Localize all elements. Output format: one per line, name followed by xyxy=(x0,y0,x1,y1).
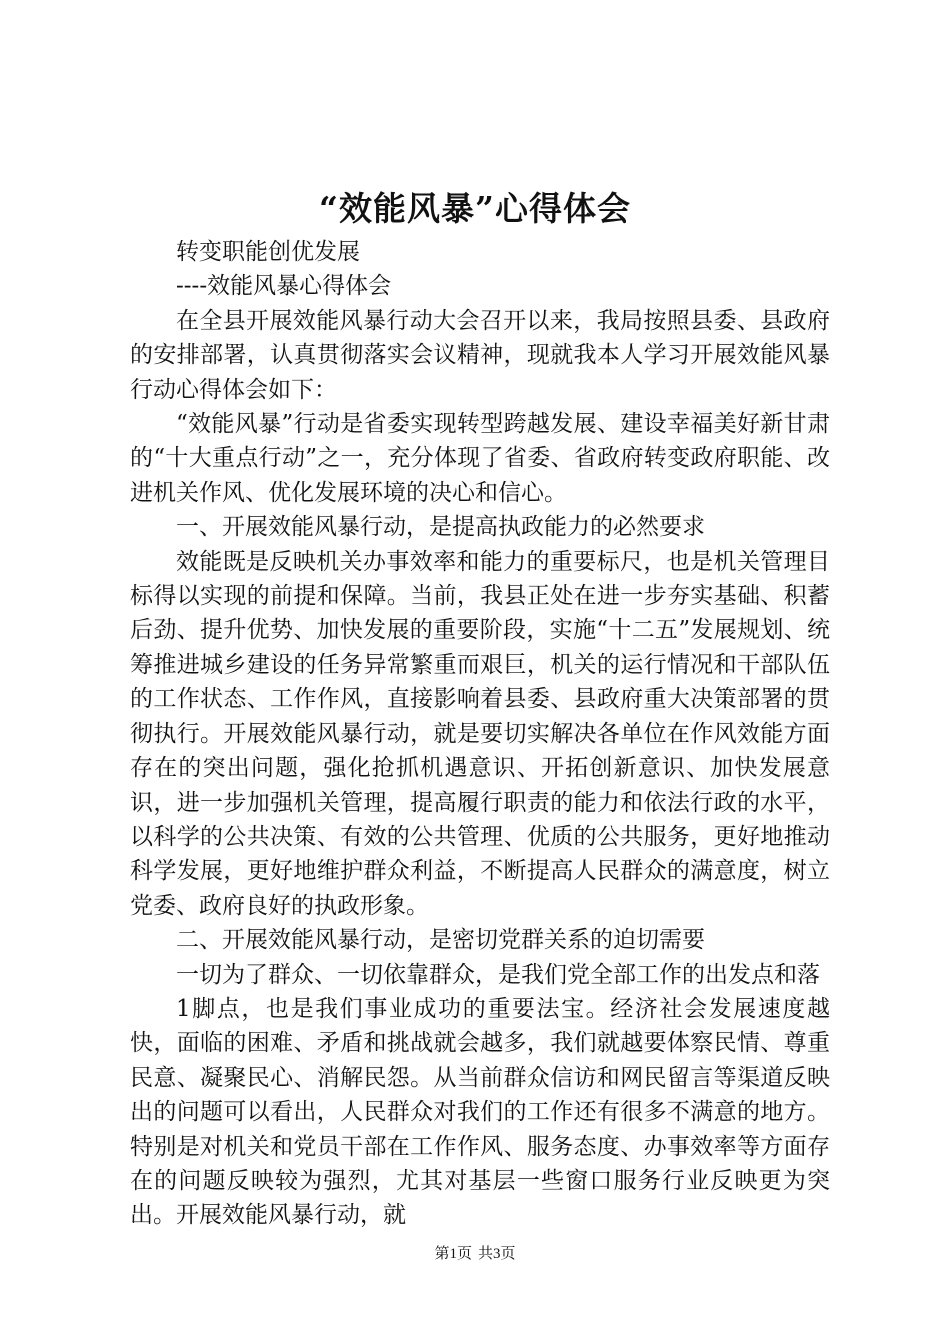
paragraph-subtitle-sub: ----效能风暴心得体会 xyxy=(176,273,392,300)
paragraph-subtitle: 转变职能创优发展 xyxy=(176,239,360,265)
page-footer xyxy=(0,1244,950,1264)
paragraph-section-2-cont: 1脚点，也是我们事业成功的重要法宝。经济社会发展速度越快，面临的困难、矛盾和挑战就会越多，我们就越要体察民情、尊重民意、凝聚民心、消解民怨。从当前群众信访和网民留言等渠道反映出的问题可以看出，人民群众对我们的工作还有很多不满意的地方。特别是对机关和党员干部在工作作风、服务态度、办事效率等方面存在的问题反映较为强烈，尤其对基层一些窗口服务行业反映更为突出。开展效能风暴行动，就 xyxy=(130,995,830,1229)
page-number: 第1页 xyxy=(434,1246,472,1262)
document-body xyxy=(130,235,830,1233)
paragraph-section-1: 效能既是反映机关办事效率和能力的重要标尺，也是机关管理目标得以实现的前提和保障。当前，我县正处在进一步夯实基础、积蓄后劲、提升优势、加快发展的重要阶段，实施“十二五”发展规划、统筹推进城乡建设的任务异常繁重而艰巨，机关的运行情况和干部队伍的工作状态、工作作风，直接影响着县委、县政府重大决策部署的贯彻执行。开展效能风暴行动，就是要切实解决各单位在作风效能方面存在的突出问题，强化抢抓机遇意识、开拓创新意识、加快发展意识，进一步加强机关管理，提高履行职责的能力和依法行政的水平，以科学的公共决策、有效的公共管理、优质的公共服务，更好地推动科学发展，更好地维护群众利益，不断提高人民群众的满意度，树立党委、政府良好的执政形象。 xyxy=(130,548,830,919)
section-heading-1: 一、开展效能风暴行动，是提高执政能力的必然要求 xyxy=(176,514,705,541)
paragraph-section-2: 一切为了群众、一切依靠群众，是我们党全部工作的出发点和落 xyxy=(176,961,820,988)
paragraph-intro: 在全县开展效能风暴行动大会召开以来，我局按照县委、县政府的安排部署，认真贯彻落实会议精神，现就我本人学习开展效能风暴行动心得体会如下： xyxy=(130,307,830,403)
page-total: 共3页 xyxy=(478,1246,516,1262)
section-heading-2: 二、开展效能风暴行动，是密切党群关系的迫切需要 xyxy=(176,927,705,954)
document-title: “效能风暴”心得体会 xyxy=(319,189,631,228)
paragraph-background: “效能风暴”行动是省委实现转型跨越发展、建设幸福美好新甘肃的“十大重点行动”之一，充分体现了省委、省政府转变政府职能、改进机关作风、优化发展环境的决心和信心。 xyxy=(130,411,830,506)
